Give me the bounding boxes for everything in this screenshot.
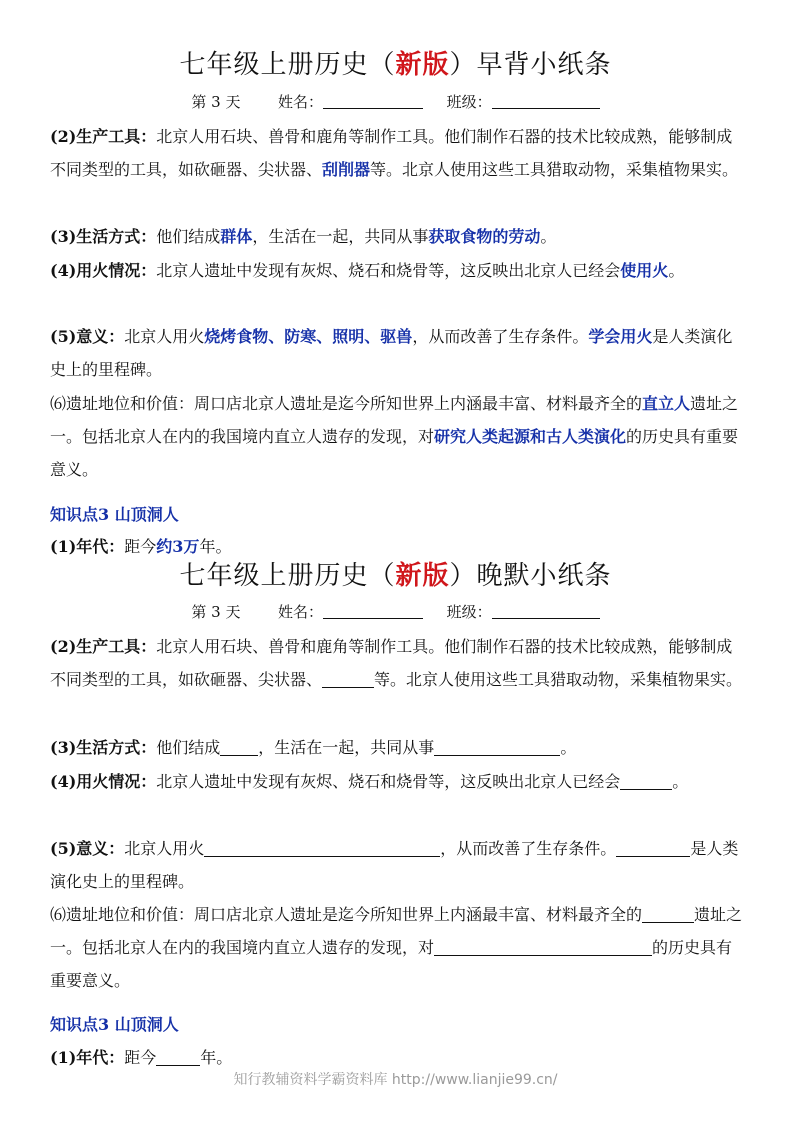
class-label: 班级： [446,93,492,111]
item-label: (5)意义： [50,839,125,858]
item-text: 的历史具有重要意义。 [50,938,733,990]
keyword: 群体 [220,227,253,246]
item-text: 北京人用石块、兽骨和鹿角等制作工具。他们制作石器的技术比较成熟，能够制成不同类型的工具，如砍砸器、尖状器、 [50,637,733,689]
item-label: (2)生产工具： [50,127,157,146]
fill-blank[interactable] [322,669,374,688]
item-label: (1)年代： [50,537,125,556]
item-label: (2)生产工具： [50,637,157,656]
item-label: (3)生活方式： [50,738,157,757]
item-text: 距今 [124,537,157,556]
item-text: 等。北京人使用这些工具猎取动物，采集植物果实。 [374,670,743,689]
morning-meta-row [0,91,791,113]
watermark-footer: 知行教辅资料学霸资料库 http://www.lianjie99.cn/ [233,1072,558,1088]
day-label: 第 3 天 [191,93,241,111]
class-field[interactable] [492,92,600,109]
item-text: 周口店北京人遗址是迄今所知世界上内涵最丰富、材料最齐全的 [194,905,643,924]
item-text: ，从而改善了生存条件。 [440,839,617,858]
morning-section-heading: 知识点3 山顶洞人 [50,505,179,524]
title-prefix: 七年级上册历史（ [179,561,396,591]
keyword: 烧烤食物、防寒、照明、驱兽 [204,327,413,346]
item-text: 他们结成 [156,738,221,757]
keyword: 学会用火 [588,327,653,346]
evening-item-5 [50,832,745,898]
title-prefix: 七年级上册历史（ [179,50,396,80]
keyword: 直立人 [642,394,691,413]
evening-title [0,559,791,593]
item-text: 遗址之一。包括北京人在内的我国境内直立人遗存的发现，对 [50,394,739,446]
fill-blank[interactable] [562,937,652,956]
morning-item-2 [50,120,745,186]
fill-blank[interactable] [434,737,560,756]
evening-section-heading: 知识点3 山顶洞人 [50,1015,179,1034]
keyword: 约3万 [156,537,200,556]
morning-item-3 [50,220,745,253]
fill-blank[interactable] [616,838,690,857]
item-text: 等。北京人使用这些工具猎取动物，采集植物果实。 [370,160,739,179]
title-suffix: ）早背小纸条 [449,50,612,80]
item-text: 。 [668,261,685,280]
morning-item-5 [50,320,745,386]
title-highlight: 新版 [395,50,450,80]
item-text: 。 [560,738,577,757]
item-label: ⑹遗址地位和价值： [50,905,195,924]
item-text: 的历史具有重要意义。 [50,427,739,479]
item-label: ⑹遗址地位和价值： [50,394,195,413]
title-suffix: ）晚默小纸条 [449,561,612,591]
item-label: (4)用火情况： [50,261,157,280]
item-text: 。 [540,227,557,246]
item-text: 年。 [199,537,232,556]
morning-item-4 [50,254,745,287]
evening-item-4 [50,765,745,798]
class-field[interactable] [492,602,600,619]
name-field[interactable] [323,602,423,619]
item-text: ，生活在一起，共同从事 [252,227,429,246]
morning-title [0,48,791,82]
item-label: (4)用火情况： [50,772,157,791]
evening-item-2 [50,630,745,696]
item-label: (3)生活方式： [50,227,157,246]
fill-blank[interactable] [434,937,562,956]
evening-item-3 [50,731,745,764]
item-text: 距今 [124,1048,157,1067]
item-text: 遗址之一。包括北京人在内的我国境内直立人遗存的发现，对 [50,905,743,957]
morning-item-6 [50,387,745,486]
fill-blank[interactable] [642,904,694,923]
item-text: 。 [672,772,689,791]
keyword: 研究人类起源和古人类演化 [434,427,627,446]
fill-blank[interactable] [620,771,672,790]
item-text: 北京人遗址中发现有灰烬、烧石和烧骨等，这反映出北京人已经会 [156,261,621,280]
evening-meta-row [0,601,791,623]
item-text: ，生活在一起，共同从事 [258,738,435,757]
title-highlight: 新版 [395,561,450,591]
name-label: 姓名： [278,93,324,111]
item-text: 北京人遗址中发现有灰烬、烧石和烧骨等，这反映出北京人已经会 [156,772,621,791]
keyword: 刮削器 [322,160,371,179]
item-text: 北京人用火 [124,327,205,346]
item-text: ，从而改善了生存条件。 [412,327,589,346]
item-text: 是人类演化史上的里程碑。 [50,327,733,379]
keyword: 使用火 [620,261,669,280]
item-text: 他们结成 [156,227,221,246]
item-text: 年。 [200,1048,233,1067]
item-text: 北京人用石块、兽骨和鹿角等制作工具。他们制作石器的技术比较成熟，能够制成不同类型的工具，如砍砸器、尖状器、 [50,127,733,179]
keyword: 获取食物的劳动 [428,227,541,246]
name-label: 姓名： [278,603,324,621]
fill-blank[interactable] [204,838,440,857]
fill-blank[interactable] [220,737,258,756]
name-field[interactable] [323,92,423,109]
item-text: 北京人用火 [124,839,205,858]
evening-item-6 [50,898,745,997]
item-text: 周口店北京人遗址是迄今所知世界上内涵最丰富、材料最齐全的 [194,394,643,413]
item-label: (1)年代： [50,1048,125,1067]
day-label: 第 3 天 [191,603,241,621]
item-text: 是人类演化史上的里程碑。 [50,839,739,891]
fill-blank[interactable] [156,1047,200,1066]
item-label: (5)意义： [50,327,125,346]
class-label: 班级： [446,603,492,621]
